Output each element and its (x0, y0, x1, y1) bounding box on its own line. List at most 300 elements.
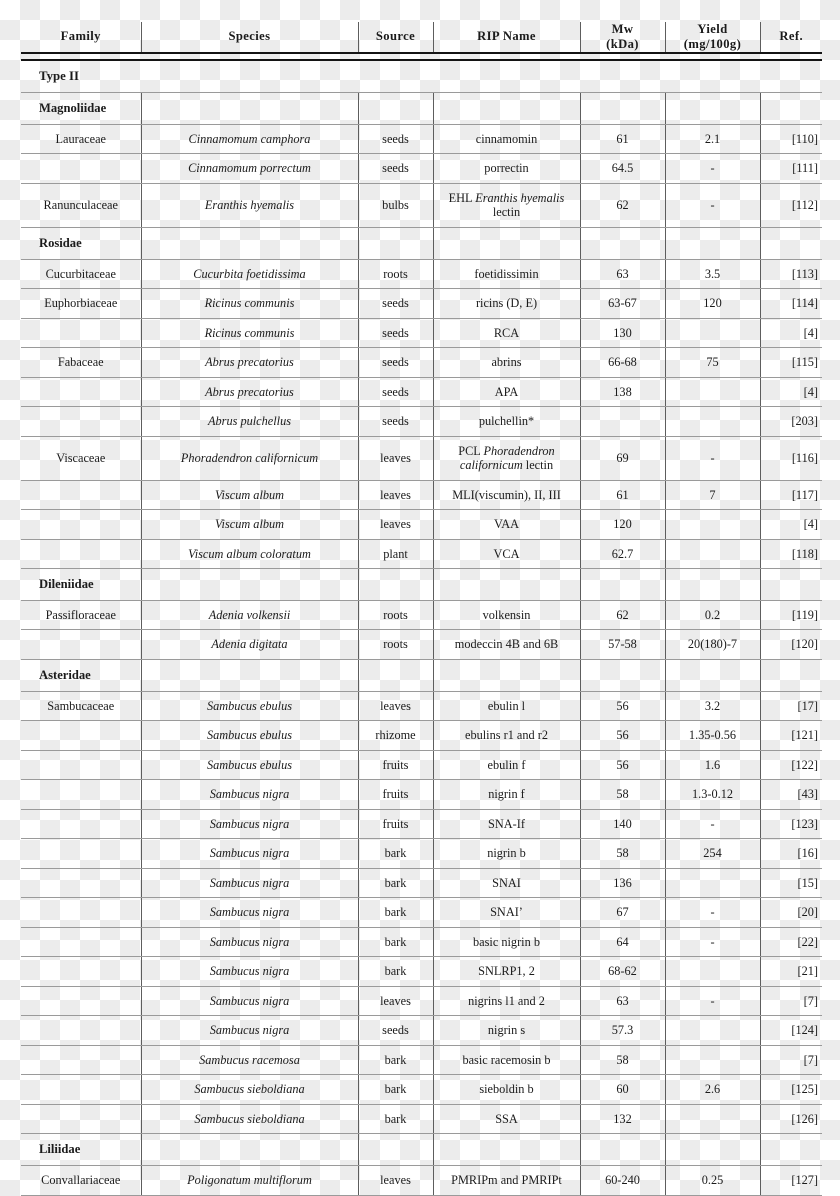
section-spacer-yield (665, 569, 760, 601)
column-header-rip-name: RIP Name (433, 22, 580, 53)
section-spacer-source (358, 659, 433, 691)
cell-yield (665, 377, 760, 407)
table-row (21, 721, 822, 751)
cell-rip-name: MLI(viscumin), II, III (433, 480, 580, 510)
table-row (21, 1045, 822, 1075)
cell-source: bark (358, 839, 433, 869)
cell-yield: - (665, 809, 760, 839)
section-spacer-species (141, 1134, 358, 1166)
table-row (21, 1016, 822, 1046)
table-row (21, 809, 822, 839)
cell-mw: 62 (580, 183, 665, 227)
cell-yield: - (665, 898, 760, 928)
cell-ref: [22] (760, 927, 822, 957)
cell-source: leaves (358, 986, 433, 1016)
cell-ref: [121] (760, 721, 822, 751)
cell-source: leaves (358, 510, 433, 540)
cell-species: Viscum album coloratum (141, 539, 358, 569)
cell-mw: 60 (580, 1075, 665, 1105)
cell-yield: - (665, 183, 760, 227)
section-spacer-yield (665, 659, 760, 691)
cell-yield: - (665, 436, 760, 480)
section-spacer-species (141, 92, 358, 124)
cell-species: Sambucus nigra (141, 1016, 358, 1046)
cell-family (21, 927, 141, 957)
section-spacer-mw (580, 1134, 665, 1166)
column-header-yield: Yield (mg/100g) (665, 22, 760, 53)
cell-species: Cucurbita foetidissima (141, 259, 358, 289)
subclass-label: Liliidae (21, 1134, 141, 1166)
cell-rip-name: ebulins r1 and r2 (433, 721, 580, 751)
cell-ref: [112] (760, 183, 822, 227)
section-spacer-ref (760, 227, 822, 259)
table-row (21, 957, 822, 987)
cell-species: Sambucus ebulus (141, 721, 358, 751)
cell-yield (665, 318, 760, 348)
cell-family (21, 898, 141, 928)
cell-rip-name: SNLRP1, 2 (433, 957, 580, 987)
cell-source: bulbs (358, 183, 433, 227)
cell-ref: [17] (760, 691, 822, 721)
cell-yield: 20(180)-7 (665, 630, 760, 660)
cell-mw: 57.3 (580, 1016, 665, 1046)
table-row (21, 1104, 822, 1134)
cell-species: Sambucus nigra (141, 809, 358, 839)
table-row (21, 348, 822, 378)
cell-mw: 62 (580, 600, 665, 630)
subclass-label: Magnoliidae (21, 92, 141, 124)
cell-family: Cucurbitaceae (21, 259, 141, 289)
cell-mw: 66-68 (580, 348, 665, 378)
table-row (21, 318, 822, 348)
cell-mw: 56 (580, 750, 665, 780)
cell-family: Euphorbiaceae (21, 289, 141, 319)
cell-species: Sambucus ebulus (141, 750, 358, 780)
rip-table (21, 22, 822, 1196)
cell-family (21, 510, 141, 540)
cell-yield (665, 510, 760, 540)
section-spacer-ref (760, 569, 822, 601)
cell-ref: [127] (760, 1166, 822, 1196)
cell-yield (665, 1104, 760, 1134)
cell-species: Phoradendron californicum (141, 436, 358, 480)
cell-ref: [124] (760, 1016, 822, 1046)
cell-ref: [4] (760, 510, 822, 540)
cell-source: seeds (358, 318, 433, 348)
cell-yield: - (665, 927, 760, 957)
subclass-section-row (21, 227, 822, 259)
table-row (21, 259, 822, 289)
table-row (21, 154, 822, 184)
cell-ref: [7] (760, 986, 822, 1016)
cell-yield: 254 (665, 839, 760, 869)
header-row (21, 22, 822, 53)
cell-species: Ricinus communis (141, 289, 358, 319)
cell-mw: 120 (580, 510, 665, 540)
cell-mw: 64.5 (580, 154, 665, 184)
cell-mw: 130 (580, 318, 665, 348)
group-banner-label: Type II (21, 60, 822, 93)
cell-mw: 57-58 (580, 630, 665, 660)
cell-source: bark (358, 957, 433, 987)
section-spacer-rip (433, 569, 580, 601)
section-spacer-source (358, 569, 433, 601)
cell-yield: 7 (665, 480, 760, 510)
section-spacer-species (141, 227, 358, 259)
section-spacer-yield (665, 227, 760, 259)
table-row (21, 407, 822, 437)
cell-yield (665, 407, 760, 437)
cell-species: Abrus pulchellus (141, 407, 358, 437)
cell-ref: [114] (760, 289, 822, 319)
cell-rip-name: nigrin b (433, 839, 580, 869)
column-header-source: Source (358, 22, 433, 53)
section-spacer-species (141, 659, 358, 691)
cell-ref: [43] (760, 780, 822, 810)
table-row (21, 510, 822, 540)
subclass-label: Rosidae (21, 227, 141, 259)
cell-mw: 58 (580, 780, 665, 810)
cell-family (21, 868, 141, 898)
cell-ref: [4] (760, 318, 822, 348)
section-spacer-mw (580, 227, 665, 259)
cell-species: Abrus precatorius (141, 348, 358, 378)
cell-rip-name: PCL Phoradendron californicum lectin (433, 436, 580, 480)
cell-family (21, 480, 141, 510)
cell-species: Sambucus ebulus (141, 691, 358, 721)
cell-ref: [118] (760, 539, 822, 569)
cell-mw: 61 (580, 480, 665, 510)
section-spacer-species (141, 569, 358, 601)
table-body (21, 60, 822, 1195)
cell-species: Viscum album (141, 480, 358, 510)
cell-source: seeds (358, 124, 433, 154)
section-spacer-mw (580, 92, 665, 124)
cell-mw: 68-62 (580, 957, 665, 987)
cell-mw: 63-67 (580, 289, 665, 319)
cell-ref: [123] (760, 809, 822, 839)
cell-rip-name: RCA (433, 318, 580, 348)
cell-source: rhizome (358, 721, 433, 751)
section-spacer-yield (665, 1134, 760, 1166)
cell-mw: 61 (580, 124, 665, 154)
cell-yield: 2.1 (665, 124, 760, 154)
cell-rip-name: nigrin f (433, 780, 580, 810)
header-double-rule (21, 53, 822, 60)
cell-yield: - (665, 154, 760, 184)
section-spacer-rip (433, 92, 580, 124)
section-spacer-rip (433, 1134, 580, 1166)
table-row (21, 1166, 822, 1196)
cell-yield: 0.25 (665, 1166, 760, 1196)
cell-mw: 63 (580, 259, 665, 289)
table-row (21, 183, 822, 227)
cell-source: plant (358, 539, 433, 569)
cell-rip-name: basic racemosin b (433, 1045, 580, 1075)
column-header-mw-unit: (kDa) (606, 36, 639, 51)
table-row (21, 898, 822, 928)
column-header-species: Species (141, 22, 358, 53)
cell-family (21, 1045, 141, 1075)
section-spacer-mw (580, 659, 665, 691)
cell-mw: 132 (580, 1104, 665, 1134)
cell-ref: [122] (760, 750, 822, 780)
table-row (21, 986, 822, 1016)
subclass-section-row (21, 569, 822, 601)
cell-source: leaves (358, 691, 433, 721)
cell-yield (665, 957, 760, 987)
cell-species: Sambucus nigra (141, 986, 358, 1016)
cell-rip-name: modeccin 4B and 6B (433, 630, 580, 660)
cell-source: leaves (358, 1166, 433, 1196)
table-row (21, 927, 822, 957)
section-spacer-ref (760, 659, 822, 691)
table-row (21, 289, 822, 319)
cell-ref: [20] (760, 898, 822, 928)
cell-ref: [116] (760, 436, 822, 480)
cell-species: Sambucus nigra (141, 957, 358, 987)
cell-rip-name: volkensin (433, 600, 580, 630)
table-row (21, 124, 822, 154)
cell-mw: 62.7 (580, 539, 665, 569)
cell-family: Lauraceae (21, 124, 141, 154)
cell-ref: [126] (760, 1104, 822, 1134)
cell-ref: [111] (760, 154, 822, 184)
table-row (21, 600, 822, 630)
cell-ref: [125] (760, 1075, 822, 1105)
cell-source: bark (358, 927, 433, 957)
section-spacer-source (358, 227, 433, 259)
cell-source: seeds (358, 1016, 433, 1046)
cell-source: seeds (358, 289, 433, 319)
cell-family (21, 539, 141, 569)
cell-mw: 67 (580, 898, 665, 928)
cell-rip-name: cinnamomin (433, 124, 580, 154)
cell-mw: 69 (580, 436, 665, 480)
cell-species: Sambucus nigra (141, 868, 358, 898)
cell-yield: 3.5 (665, 259, 760, 289)
subclass-section-row (21, 1134, 822, 1166)
cell-ref: [115] (760, 348, 822, 378)
cell-species: Sambucus racemosa (141, 1045, 358, 1075)
cell-rip-name: nigrin s (433, 1016, 580, 1046)
cell-rip-name: ricins (D, E) (433, 289, 580, 319)
cell-mw: 140 (580, 809, 665, 839)
cell-rip-name: porrectin (433, 154, 580, 184)
table-header (21, 22, 822, 60)
table-row (21, 780, 822, 810)
table-row (21, 436, 822, 480)
cell-mw: 64 (580, 927, 665, 957)
section-spacer-mw (580, 569, 665, 601)
cell-source: seeds (358, 407, 433, 437)
cell-species: Adenia digitata (141, 630, 358, 660)
cell-species: Sambucus sieboldiana (141, 1075, 358, 1105)
cell-yield (665, 539, 760, 569)
cell-source: bark (358, 1045, 433, 1075)
cell-family (21, 377, 141, 407)
column-header-ref: Ref. (779, 29, 804, 44)
cell-yield: 1.35-0.56 (665, 721, 760, 751)
cell-rip-name: basic nigrin b (433, 927, 580, 957)
table-row (21, 1075, 822, 1105)
cell-species: Poligonatum multiflorum (141, 1166, 358, 1196)
table-row (21, 377, 822, 407)
cell-rip-name: foetidissimin (433, 259, 580, 289)
cell-mw (580, 407, 665, 437)
cell-family (21, 957, 141, 987)
cell-mw: 60-240 (580, 1166, 665, 1196)
cell-species: Sambucus nigra (141, 927, 358, 957)
cell-family: Viscaceae (21, 436, 141, 480)
subclass-label: Asteridae (21, 659, 141, 691)
table-row (21, 750, 822, 780)
cell-species: Abrus precatorius (141, 377, 358, 407)
cell-yield: 2.6 (665, 1075, 760, 1105)
cell-ref: [117] (760, 480, 822, 510)
cell-family (21, 721, 141, 751)
cell-species: Sambucus nigra (141, 839, 358, 869)
table-row (21, 480, 822, 510)
cell-rip-name: abrins (433, 348, 580, 378)
cell-rip-name: APA (433, 377, 580, 407)
cell-rip-name: ebulin l (433, 691, 580, 721)
cell-yield: 1.3-0.12 (665, 780, 760, 810)
cell-ref: [7] (760, 1045, 822, 1075)
cell-yield: 3.2 (665, 691, 760, 721)
cell-mw: 58 (580, 839, 665, 869)
cell-rip-name: sieboldin b (433, 1075, 580, 1105)
cell-family (21, 986, 141, 1016)
column-header-mw: Mw (kDa) (580, 22, 665, 53)
cell-rip-name: SNAI’ (433, 898, 580, 928)
cell-family (21, 750, 141, 780)
cell-ref: [4] (760, 377, 822, 407)
cell-source: leaves (358, 480, 433, 510)
cell-ref: [119] (760, 600, 822, 630)
cell-species: Ricinus communis (141, 318, 358, 348)
section-spacer-source (358, 92, 433, 124)
cell-family: Sambucaceae (21, 691, 141, 721)
table-row (21, 868, 822, 898)
cell-mw: 56 (580, 691, 665, 721)
cell-rip-name: SNAI (433, 868, 580, 898)
cell-source: seeds (358, 154, 433, 184)
cell-species: Cinnamomum camphora (141, 124, 358, 154)
cell-rip-name: SNA-If (433, 809, 580, 839)
cell-rip-name: nigrins l1 and 2 (433, 986, 580, 1016)
subclass-section-row (21, 92, 822, 124)
cell-family (21, 809, 141, 839)
cell-ref: [15] (760, 868, 822, 898)
cell-family (21, 407, 141, 437)
cell-rip-name: PMRIPm and PMRIPt (433, 1166, 580, 1196)
cell-mw: 63 (580, 986, 665, 1016)
cell-ref: [113] (760, 259, 822, 289)
cell-ref: [120] (760, 630, 822, 660)
cell-yield (665, 1016, 760, 1046)
cell-rip-name: pulchellin* (433, 407, 580, 437)
section-spacer-yield (665, 92, 760, 124)
group-banner-row (21, 60, 822, 93)
cell-rip-name: ebulin f (433, 750, 580, 780)
cell-family: Ranunculaceae (21, 183, 141, 227)
cell-source: bark (358, 868, 433, 898)
column-header-yield-unit: (mg/100g) (683, 36, 742, 51)
section-spacer-ref (760, 1134, 822, 1166)
cell-source: roots (358, 600, 433, 630)
cell-species: Adenia volkensii (141, 600, 358, 630)
column-header-family: Family (21, 22, 141, 53)
cell-source: bark (358, 1104, 433, 1134)
cell-mw: 136 (580, 868, 665, 898)
cell-mw: 138 (580, 377, 665, 407)
cell-source: seeds (358, 377, 433, 407)
cell-rip-name: VCA (433, 539, 580, 569)
cell-family (21, 1104, 141, 1134)
cell-source: bark (358, 898, 433, 928)
cell-mw: 58 (580, 1045, 665, 1075)
cell-family (21, 630, 141, 660)
cell-source: fruits (358, 750, 433, 780)
cell-rip-name: SSA (433, 1104, 580, 1134)
cell-species: Sambucus sieboldiana (141, 1104, 358, 1134)
table-row (21, 691, 822, 721)
section-spacer-ref (760, 92, 822, 124)
cell-yield (665, 868, 760, 898)
cell-family (21, 780, 141, 810)
cell-species: Eranthis hyemalis (141, 183, 358, 227)
subclass-label: Dileniidae (21, 569, 141, 601)
cell-source: fruits (358, 780, 433, 810)
cell-family (21, 1016, 141, 1046)
cell-yield: - (665, 986, 760, 1016)
cell-source: seeds (358, 348, 433, 378)
cell-ref: [21] (760, 957, 822, 987)
table-row (21, 630, 822, 660)
section-spacer-source (358, 1134, 433, 1166)
section-spacer-rip (433, 227, 580, 259)
cell-mw: 56 (580, 721, 665, 751)
cell-family: Passifloraceae (21, 600, 141, 630)
cell-source: bark (358, 1075, 433, 1105)
cell-source: leaves (358, 436, 433, 480)
cell-source: roots (358, 630, 433, 660)
cell-species: Sambucus nigra (141, 898, 358, 928)
cell-family: Convallariaceae (21, 1166, 141, 1196)
cell-yield: 120 (665, 289, 760, 319)
cell-rip-name: VAA (433, 510, 580, 540)
cell-ref: [203] (760, 407, 822, 437)
cell-species: Cinnamomum porrectum (141, 154, 358, 184)
cell-source: roots (358, 259, 433, 289)
cell-family (21, 1075, 141, 1105)
cell-yield (665, 1045, 760, 1075)
cell-species: Viscum album (141, 510, 358, 540)
cell-source: fruits (358, 809, 433, 839)
cell-species: Sambucus nigra (141, 780, 358, 810)
cell-family: Fabaceae (21, 348, 141, 378)
cell-family (21, 154, 141, 184)
cell-yield: 0.2 (665, 600, 760, 630)
table-row (21, 539, 822, 569)
cell-family (21, 318, 141, 348)
cell-ref: [110] (760, 124, 822, 154)
cell-yield: 1.6 (665, 750, 760, 780)
cell-family (21, 839, 141, 869)
cell-rip-name: EHL Eranthis hyemalis lectin (433, 183, 580, 227)
cell-ref: [16] (760, 839, 822, 869)
